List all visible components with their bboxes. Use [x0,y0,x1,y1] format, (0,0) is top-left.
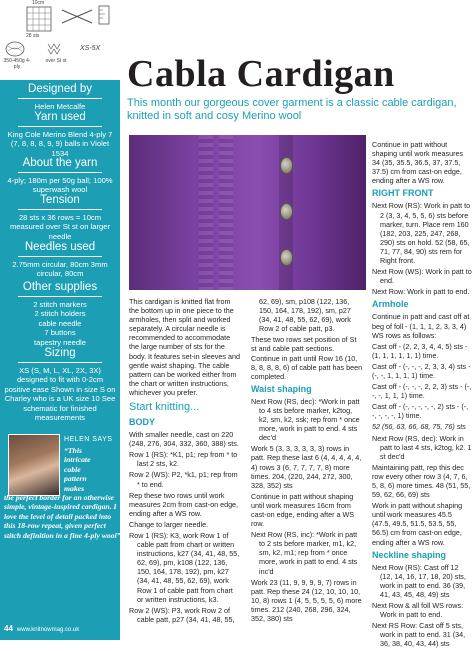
cable-stripe [199,135,213,290]
sidebar [0,0,120,640]
text-column-3 [372,140,472,651]
cable-stripe [219,135,233,290]
paragraph: With smaller needle, cast on 220 (248, 276, 304, 332, 360, 388) sts. [129,430,239,449]
button-icon [280,203,293,220]
paragraph: This cardigan is knitted flat from the bottom up in one piece to the armholes, then split and worked separately. A circular needle is recommended to accommodate the large number of sts for the body. It features set-in sleeves and gentle waist shaping. The cable pattern can be worked either from the chart or written instructions, whichever you prefer. [129,297,240,397]
about-yarn-heading: About the yarn [22,157,98,169]
row-instruction: Next Row (RS): Cast off 12 (12, 14, 16, 17, 18, 20) sts, work in patt to end. 36 (39, 41, 43, 45, 48, 49) sts [372,562,466,599]
sizes-label: XS-5X [80,45,101,52]
yarn-ball-icon [4,40,26,58]
designer-quote [4,446,122,540]
paragraph: Change to larger needle. [129,519,209,529]
designed-by-block [0,82,120,111]
row-instruction: Next Row (RS, dec): Work in patt to last 4 sts, k2tog, k2. 1 st dec'd [372,433,472,461]
row-instruction: Next Row (RS, inc): *Work in patt to 2 sts before marker, m1, k2, sm, k2, m1; rep from * once more, work in patt to end. 4 sts inc'd [251,530,358,576]
about-yarn-text: 4-ply; 180m per 50g ball; 100% superwash wool [7,176,113,195]
divider [18,209,102,210]
divider [18,98,102,99]
paragraph: These two rows set position of St st and cable patt sections. Continue in patt until Row 16 (10, 8, 8, 8, 8, 6) of cable patt has been completed. [251,335,363,381]
over-stst-label: over St st [45,58,67,64]
supplies-item: cable needle [38,318,82,328]
stitch-count: 52 (56, 63, 66, 68, 75, 76) sts [372,422,466,432]
paragraph: Cast off - (-, -, -, 2, 2, 3) sts - (-, -, -, 1, 1, 1) time. [372,382,472,401]
section-heading: Start knitting... [129,401,200,414]
paragraph: Work 5 (3, 3, 3, 3, 3, 3) rows in patt. Rep these last 6 (4, 4, 4, 4, 4, 4) rows 3 (6, 7, 7, 7, 7, 8) more times. 204, (220, 244, 272, 300, 328, 352) sts [251,444,362,490]
paragraph: Work in patt without shaping until work measures 45.5 (47.5, 49.5, 51.5, 53.5, 55, 56.5) cm from cast-on edge, ending after a WS row. [372,501,463,547]
button-icon [280,249,293,266]
cardigan-photo [129,135,366,290]
quote-line: makes [64,483,85,493]
paragraph: Continue in patt and cast off at beg of foll - (1, 1, 1, 2, 3, 3, 4) WS rows as follows: [372,312,470,340]
page-footer [4,624,79,633]
designer-name: Helen Metcalfe [34,102,86,111]
sizing-text: XS (S, M, L, XL, 2X, 3X) designed to fit with 0-2cm positive ease Shown in size S on Charley who is a UK size 10 See schematic for finished measurements [4,366,116,423]
text-column-2 [251,297,363,625]
paragraph: Cast off - (-, -, -, -, -, 2) sts - (-, -, -, -, -, 1) time. [372,402,469,421]
helen-says-label: HELEN SAYS [64,436,113,443]
quote-line: intricate [64,455,91,465]
yarn-weight-label: 350-450g 4-ply [3,58,31,70]
supplies-item: 2 stitch holders [34,309,86,319]
row-instruction: Row 1 (RS): *K1, p1; rep from * to last 2 sts, k2. [129,450,238,469]
supplies-heading: Other supplies [22,281,98,293]
needles-icon [60,6,100,26]
row-instruction: Next RS Row: Cast off 5 sts, work in patt to end. 31 (34, 36, 38, 40, 43, 44) sts [372,621,466,649]
tension-heading: Tension [40,194,80,206]
paragraph: Rep these two rows until work measures 2cm from cast-on edge, ending after a WS row. [129,490,239,518]
tape-measure-icon [96,4,112,26]
intro-text: This month our gorgeous cover garment is a classic cable cardigan, knitted in soft and cosy Merino wool [127,97,457,122]
about-yarn-block [0,156,120,195]
row-instruction: Next Row & all foll WS rows: Work in patt to end. [372,601,464,620]
divider [18,296,102,297]
row-instruction: Next Row: Work in patt to end. [372,287,470,297]
paragraph: Continue in patt without shaping until work measures 16cm from cast-on edge, ending after a WS row. [251,491,355,529]
yarn-used-heading: Yarn used [34,111,86,123]
page-number: 44 [4,624,13,633]
quote-line: “This [64,446,82,455]
divider [18,362,102,363]
paragraph: 62, 69), sm, p108 (122, 136, 150, 164, 178, 192), sm, p27 (34, 41, 48, 55, 62, 69), work Row 2 of cable patt, p3. [259,297,351,334]
divider [18,256,102,257]
stst-icon [46,42,62,56]
row-instruction: Row 1 (RS): K3, work Row 1 of cable patt from chart or written instructions, k27 (34, 41, 48, 55, 62, 69), pm, k108 (122, 136, 150, 164, 178, 192), pm, k27 (34, 41, 48, 55, 62, 69), work Row 1 of cable patt from chart or written instructions, k3. [129,530,240,604]
tension-block [0,193,120,241]
row-instruction: Row 2 (WS): P2, *k1, p1; rep from * to end. [129,470,238,489]
row-instruction: Next Row (RS, dec): *Work in patt to 4 sts before marker, k2tog, k2, sm, k2, ssk; rep from * once more, work in patt to end. 4 sts dec'd [251,396,360,443]
section-heading: Waist shaping [251,383,312,394]
needles-block [0,240,120,279]
row-instruction: Row 2 (WS): P3, work Row 2 of cable patt, p27 (34, 41, 48, 55, [129,605,235,624]
supplies-item: tapestry needle [34,337,86,347]
supplies-item: 2 stitch markers [33,300,87,309]
text-column-1 [129,297,241,626]
designed-by-heading: Designed by [28,83,92,95]
divider [18,126,102,127]
tension-text: 28 sts x 36 rows = 10cm measured over St st on larger needle [9,213,111,241]
sizing-block [0,346,120,422]
button-icon [280,157,293,174]
quote-rest: the perfect border for an otherwise simple, vintage-inspired cardigan. I love the level of detail packed into this 18-row repeat, given perfect stitch definition in a fine 4-ply wool” [4,493,121,540]
quote-line: cable [64,464,81,474]
section-heading: RIGHT FRONT [372,188,434,199]
section-heading: Neckline shaping [372,549,447,560]
yarn-used-text: King Cole Merino Blend 4-ply 7 (7, 8, 8, 8, 9, 9) balls in Violet 1534 [7,130,113,158]
supplies-item: 7 buttons [44,328,76,338]
paragraph: Cast off - (-, -, -, 2, 3, 3, 4) sts - (-, -, 1, 1, 1, 1) time. [372,361,471,380]
paragraph: Work 23 (11, 9, 9, 9, 9, 7) rows in patt. Rep these 24 (12, 10, 10, 10, 10, 8) rows 1 (4, 5, 5, 5, 5, 6) more times. 212 (240, 268, 296, 324, 352, 380) sts [251,577,362,623]
section-heading: Armhole [372,299,409,310]
paragraph: Maintaining patt, rep this dec row every other row 3 (4, 7, 6, 5, 8, 6) more times. 48 (51, 55, 59, 62, 66, 69) sts [372,462,471,500]
paragraph: Cast off - (2, 2, 3, 4, 4, 5) sts - (1, 1, 1, 1, 1, 1) time. [372,341,468,360]
quote-line: pattern [64,474,87,484]
pattern-icons [0,0,120,80]
supplies-block [0,280,120,347]
tension-square-icon [26,6,52,32]
row-instruction: Next Row (WS): Work in patt to end. [372,267,472,286]
divider [18,172,102,173]
needles-heading: Needles used [24,241,96,253]
gauge-label: 10cm [32,0,45,6]
row-instruction: Next Row (RS): Work in patt to 2 (3, 3, 4, 5, 5, 6) sts before marker, turn. Place rem 160 (182, 203, 225, 247, 268, 290) sts on hold. 52 (58, 65, 71, 77, 84, 90) sts rem for Right front. [372,201,471,266]
sizing-heading: Sizing [44,347,76,359]
yarn-used-block [0,110,120,158]
paragraph: Continue in patt without shaping until work measures 34 (35, 35.5, 36.5, 37, 37.5, 37.5) cm from cast-on edge, ending after a WS row. [372,140,464,186]
stitches-label: 28 sts [26,33,40,39]
section-heading: BODY [129,417,156,428]
needles-text: 2.75mm circular, 80cm 3mm circular, 80cm [12,260,108,279]
page-title: Cabla Cardigan [127,53,395,95]
website: www.knitnowmag.co.uk [16,627,80,633]
